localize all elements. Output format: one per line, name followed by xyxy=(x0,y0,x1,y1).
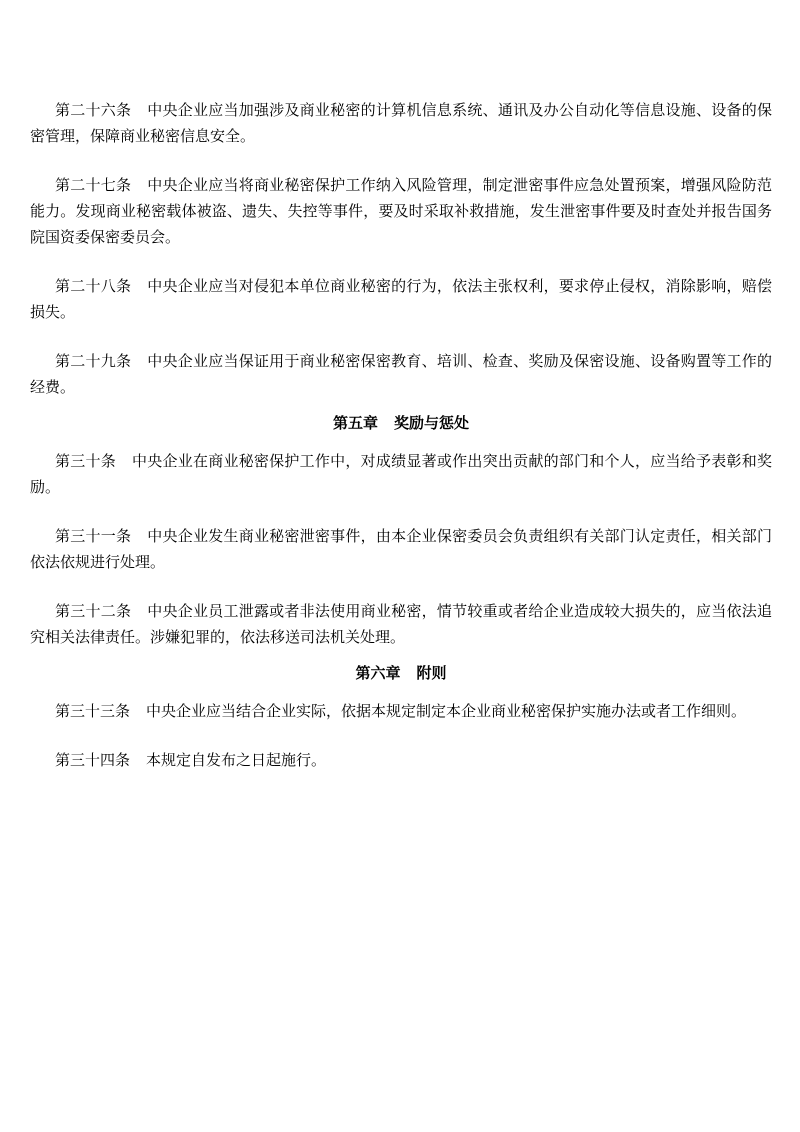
article-text: 中央企业应当对侵犯本单位商业秘密的行为，依法主张权利，要求停止侵权，消除影响，赔偿损失。 xyxy=(30,277,772,321)
article-number: 第三十三条 xyxy=(55,702,131,720)
article-26 xyxy=(30,97,772,149)
chapter-number: 第五章 xyxy=(332,414,378,432)
article-33 xyxy=(30,698,772,724)
article-text: 中央企业员工泄露或者非法使用商业秘密，情节较重或者给企业造成较大损失的，应当依法追究相关法律责任。涉嫌犯罪的，依法移送司法机关处理。 xyxy=(30,602,772,646)
article-number: 第三十四条 xyxy=(55,751,131,769)
article-number: 第三十一条 xyxy=(55,527,132,545)
article-number: 第三十条 xyxy=(55,452,116,470)
article-number: 第二十七条 xyxy=(55,176,132,194)
article-text: 中央企业应当将商业秘密保护工作纳入风险管理，制定泄密事件应急处置预案，增强风险防范能力。发现商业秘密载体被盗、遗失、失控等事件，要及时采取补救措施，发生泄密事件要及时查处并报告国务院国资委保密委员会。 xyxy=(30,176,772,246)
chapter-number: 第六章 xyxy=(355,664,401,682)
article-number: 第二十六条 xyxy=(55,101,132,119)
chapter-title: 附则 xyxy=(416,664,447,682)
article-text: 中央企业应当保证用于商业秘密保密教育、培训、检查、奖励及保密设施、设备购置等工作的经费。 xyxy=(30,352,772,396)
article-text: 中央企业应当结合企业实际，依据本规定制定本企业商业秘密保护实施办法或者工作细则。 xyxy=(146,702,747,720)
article-text: 中央企业在商业秘密保护工作中，对成绩显著或作出突出贡献的部门和个人，应当给予表彰和奖励。 xyxy=(30,452,772,496)
article-27 xyxy=(30,172,772,250)
chapter-6-heading xyxy=(30,660,772,686)
article-number: 第三十二条 xyxy=(55,602,132,620)
chapter-title: 奖励与惩处 xyxy=(394,414,470,432)
article-29 xyxy=(30,348,772,400)
article-number: 第二十九条 xyxy=(55,352,132,370)
document-page xyxy=(30,97,772,796)
article-32 xyxy=(30,598,772,650)
article-30 xyxy=(30,448,772,500)
article-31 xyxy=(30,523,772,575)
article-text: 中央企业应当加强涉及商业秘密的计算机信息系统、通讯及办公自动化等信息设施、设备的保密管理，保障商业秘密信息安全。 xyxy=(30,101,772,145)
article-text: 中央企业发生商业秘密泄密事件，由本企业保密委员会负责组织有关部门认定责任，相关部门依法依规进行处理。 xyxy=(30,527,772,571)
chapter-5-heading xyxy=(30,410,772,436)
article-28 xyxy=(30,273,772,325)
article-34 xyxy=(30,747,772,773)
article-number: 第二十八条 xyxy=(55,277,132,295)
article-text: 本规定自发布之日起施行。 xyxy=(146,751,327,769)
